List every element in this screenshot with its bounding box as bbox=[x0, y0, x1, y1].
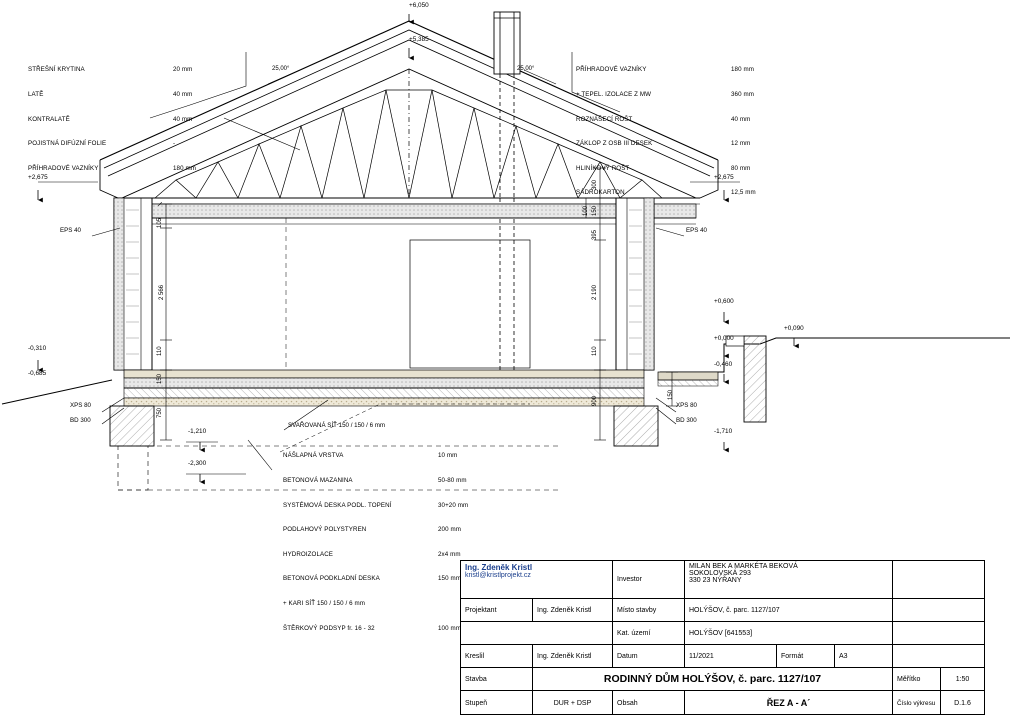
tag-welded-mesh: SVAŘOVANÁ SÍŤ 150 / 150 / 6 mm bbox=[288, 422, 386, 429]
roof-angle-left: 25,00° bbox=[272, 66, 290, 72]
row-value-kreslil: Ing. Zdeněk Kristl bbox=[533, 645, 613, 668]
row-label-projektant: Projektant bbox=[461, 599, 533, 622]
spacer-cell-2 bbox=[893, 622, 984, 645]
place-value: HOLÝŠOV, č. parc. 1127/107 bbox=[685, 599, 893, 622]
level-mark: -1,210 bbox=[188, 428, 207, 435]
tag-bd-left: BD 300 bbox=[70, 417, 91, 424]
dim-vertical: 150 bbox=[157, 373, 163, 384]
row-label-stupen: Stupeň bbox=[461, 691, 533, 715]
dim-vertical: 110 bbox=[157, 346, 163, 356]
level-mark: -0,685 bbox=[28, 370, 47, 377]
blank-left-cell bbox=[461, 622, 613, 645]
investor-line-3: 330 23 NÝŘANY bbox=[689, 577, 742, 584]
date-label: Datum bbox=[613, 645, 685, 668]
investor-label: Investor bbox=[613, 561, 685, 599]
cadastre-value: HOLÝŠOV [641553] bbox=[685, 622, 893, 645]
tag-xps-left: XPS 80 bbox=[70, 402, 91, 409]
cadastre-label: Kat. území bbox=[613, 622, 685, 645]
tag-xps-right: XPS 80 bbox=[676, 402, 697, 409]
dim-vertical: 105 bbox=[157, 217, 163, 228]
level-mark: +6,050 bbox=[409, 2, 429, 9]
level-mark: +5,385 bbox=[409, 36, 429, 43]
date-value: 11/2021 bbox=[685, 645, 777, 668]
content-value: ŘEZ A - A´ bbox=[685, 691, 893, 715]
dim-vertical: 110 bbox=[592, 346, 598, 356]
row-label-kreslil: Kreslil bbox=[461, 645, 533, 668]
dim-vertical: 150 bbox=[668, 389, 674, 400]
level-mark: -0,310 bbox=[28, 345, 47, 352]
dim-vertical: 100 bbox=[583, 205, 589, 216]
roof-angle-right: 25,00° bbox=[517, 66, 535, 72]
row-value-stupen: DUR + DSP bbox=[533, 691, 613, 715]
project-name: RODINNÝ DŮM HOLÝŠOV, č. parc. 1127/107 bbox=[533, 668, 893, 691]
level-mark: +2,675 bbox=[714, 174, 734, 181]
number-value: D.1.6 bbox=[954, 699, 971, 707]
scale-value: 1:50 bbox=[941, 668, 984, 691]
tag-eps-right: EPS 40 bbox=[686, 227, 707, 234]
level-mark: -1,710 bbox=[714, 428, 733, 435]
note-ceiling-layers: PŘÍHRADOVÉ VAZNÍKY 180 mm + TEPEL. IZOLACE Z MW 360 mm ROZNÁŠECÍ ROŠT 40 mm ZÁKLOP Z OSB III DESEK 12 mm HLINÍKOVÝ ROŠT 80 mm SÁDROKARTON 12,5 mm bbox=[576, 66, 756, 197]
scale-label: Měřítko bbox=[893, 668, 941, 691]
place-label: Místo stavby bbox=[613, 599, 685, 622]
investor-line-1: MILAN BEK A MARKÉTA BEKOVÁ bbox=[689, 563, 798, 570]
level-mark: -2,300 bbox=[188, 460, 207, 467]
note-floor-layers: NÁŠLAPNÁ VRSTVA 10 mm BETONOVÁ MAZANINA 50-80 mm SYSTÉMOVÁ DESKA PODL. TOPENÍ 30+20 mm PODLAHOVÝ POLYSTYREN 200 mm HYDROIZOLACE 2x4 mm BETONOVÁ PODKLADNÍ DESKA 150 mm + KARI SÍŤ 150 / 150 / 6 mm ŠTĚRKOVÝ PODSYP fr. 16 - 32 100 mm bbox=[283, 452, 469, 632]
format-value: A3 bbox=[835, 645, 893, 668]
designer-name: Ing. Zdeněk Kristl bbox=[465, 563, 533, 572]
investor-line-2: SOKOLOVSKÁ 293 bbox=[689, 570, 751, 577]
dim-vertical: 2 190 bbox=[592, 284, 598, 300]
dim-vertical: 2 566 bbox=[159, 284, 165, 300]
level-mark: +0,000 bbox=[714, 335, 734, 342]
spacer-cell-1 bbox=[893, 599, 984, 622]
number-label: Číslo výkresu bbox=[893, 691, 941, 715]
level-mark: +0,600 bbox=[714, 298, 734, 305]
logo-cell bbox=[893, 561, 984, 599]
tag-eps-left: EPS 40 bbox=[60, 227, 81, 234]
spacer-cell-3 bbox=[893, 645, 984, 668]
designer-cell bbox=[461, 561, 613, 599]
investor-value bbox=[685, 561, 893, 599]
dim-vertical: 900 bbox=[592, 395, 598, 406]
dim-vertical: 150 bbox=[592, 205, 598, 216]
row-label-stavba: Stavba bbox=[461, 668, 533, 691]
designer-email: kristl@kristlprojekt.cz bbox=[465, 572, 531, 579]
row-value-projektant: Ing. Zdeněk Kristl bbox=[533, 599, 613, 622]
level-mark: -0,460 bbox=[714, 361, 733, 368]
format-label: Formát bbox=[777, 645, 835, 668]
content-label: Obsah bbox=[613, 691, 685, 715]
tag-bd-right: BD 300 bbox=[676, 417, 697, 424]
dim-vertical: 300 bbox=[592, 179, 598, 190]
level-mark: +2,675 bbox=[28, 174, 48, 181]
title-block bbox=[460, 560, 985, 715]
level-mark: +0,090 bbox=[784, 325, 804, 332]
note-roof-layers: STŘEŠNÍ KRYTINA 20 mm LATĚ 40 mm KONTRALATĚ 40 mm POJISTNÁ DIFÚZNÍ FOLIE - PŘÍHRADOVÉ VAZNÍKY 180 mm bbox=[28, 66, 196, 172]
dim-vertical: 750 bbox=[157, 407, 163, 418]
dim-vertical: 395 bbox=[592, 229, 598, 240]
